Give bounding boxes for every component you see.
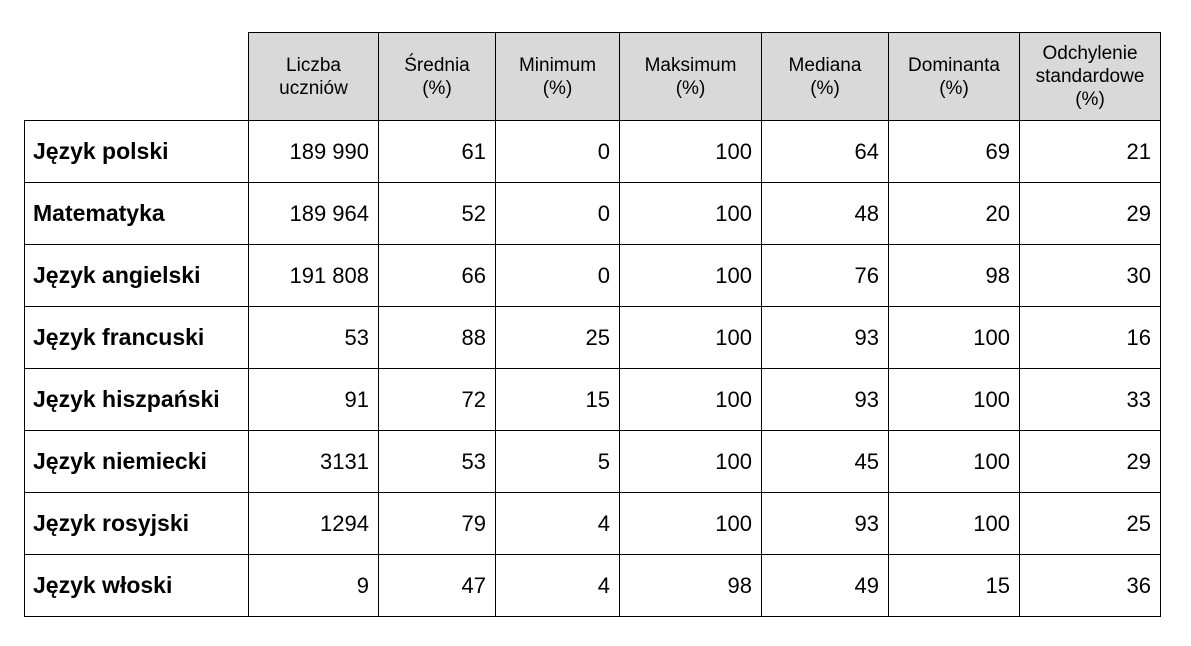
table-cell: 33 bbox=[1020, 369, 1161, 431]
table-cell: 15 bbox=[889, 555, 1020, 617]
header-text: Średnia bbox=[404, 54, 470, 76]
header-maksimum bbox=[620, 33, 762, 121]
table-cell: 100 bbox=[620, 369, 762, 431]
table-cell: 98 bbox=[889, 245, 1020, 307]
table-cell: 3131 bbox=[249, 431, 379, 493]
table-cell: 29 bbox=[1020, 183, 1161, 245]
header-text: Minimum bbox=[518, 54, 597, 76]
table-cell: 53 bbox=[249, 307, 379, 369]
table-row bbox=[25, 307, 1161, 369]
row-label: Język polski bbox=[25, 121, 249, 183]
table-cell: 189 964 bbox=[249, 183, 379, 245]
results-table bbox=[24, 32, 1161, 617]
table-cell: 53 bbox=[379, 431, 496, 493]
row-label: Język francuski bbox=[25, 307, 249, 369]
table-cell: 0 bbox=[496, 183, 620, 245]
table-cell: 88 bbox=[379, 307, 496, 369]
table-row bbox=[25, 183, 1161, 245]
table-cell: 93 bbox=[762, 307, 889, 369]
table-cell: 52 bbox=[379, 183, 496, 245]
table-row bbox=[25, 245, 1161, 307]
table-cell: 16 bbox=[1020, 307, 1161, 369]
row-label: Język hiszpański bbox=[25, 369, 249, 431]
header-mediana bbox=[762, 33, 889, 121]
header-text: standardowe bbox=[1035, 66, 1145, 87]
table-row bbox=[25, 121, 1161, 183]
header-liczba-uczniow bbox=[249, 33, 379, 121]
header-minimum bbox=[496, 33, 620, 121]
header-text: Odchylenie bbox=[1042, 43, 1138, 64]
header-row bbox=[25, 33, 1161, 121]
table-cell: 72 bbox=[379, 369, 496, 431]
header-odchylenie-standardowe bbox=[1020, 33, 1161, 121]
table-cell: 91 bbox=[249, 369, 379, 431]
table-cell: 48 bbox=[762, 183, 889, 245]
header-text: (%) bbox=[810, 77, 840, 99]
table-cell: 4 bbox=[496, 555, 620, 617]
header-text: Dominanta bbox=[908, 54, 1000, 76]
table-cell: 100 bbox=[620, 493, 762, 555]
table-cell: 100 bbox=[889, 369, 1020, 431]
table-cell: 0 bbox=[496, 245, 620, 307]
table-cell: 100 bbox=[620, 245, 762, 307]
table-cell: 61 bbox=[379, 121, 496, 183]
table-cell: 25 bbox=[1020, 493, 1161, 555]
table-cell: 98 bbox=[620, 555, 762, 617]
table-cell: 100 bbox=[889, 431, 1020, 493]
table-cell: 47 bbox=[379, 555, 496, 617]
table-cell: 93 bbox=[762, 493, 889, 555]
header-text: Maksimum bbox=[644, 54, 737, 76]
table-cell: 36 bbox=[1020, 555, 1161, 617]
table-cell: 189 990 bbox=[249, 121, 379, 183]
header-dominanta bbox=[889, 33, 1020, 121]
table-cell: 29 bbox=[1020, 431, 1161, 493]
table-cell: 66 bbox=[379, 245, 496, 307]
table-cell: 0 bbox=[496, 121, 620, 183]
table-cell: 15 bbox=[496, 369, 620, 431]
header-text: (%) bbox=[1075, 89, 1105, 110]
table-cell: 9 bbox=[249, 555, 379, 617]
table-cell: 93 bbox=[762, 369, 889, 431]
table-cell: 45 bbox=[762, 431, 889, 493]
table-cell: 49 bbox=[762, 555, 889, 617]
table-cell: 100 bbox=[889, 307, 1020, 369]
row-label: Język włoski bbox=[25, 555, 249, 617]
row-label: Język niemiecki bbox=[25, 431, 249, 493]
header-text: (%) bbox=[939, 77, 969, 99]
table-cell: 4 bbox=[496, 493, 620, 555]
table-cell: 30 bbox=[1020, 245, 1161, 307]
table-row bbox=[25, 493, 1161, 555]
header-text: (%) bbox=[675, 77, 706, 99]
table-cell: 79 bbox=[379, 493, 496, 555]
table-cell: 100 bbox=[620, 183, 762, 245]
table-cell: 191 808 bbox=[249, 245, 379, 307]
table-row bbox=[25, 431, 1161, 493]
table-cell: 21 bbox=[1020, 121, 1161, 183]
table-row bbox=[25, 369, 1161, 431]
header-srednia bbox=[379, 33, 496, 121]
row-label: Matematyka bbox=[25, 183, 249, 245]
table-row bbox=[25, 555, 1161, 617]
table-cell: 100 bbox=[620, 431, 762, 493]
table-cell: 1294 bbox=[249, 493, 379, 555]
table-cell: 5 bbox=[496, 431, 620, 493]
row-label: Język rosyjski bbox=[25, 493, 249, 555]
table-cell: 76 bbox=[762, 245, 889, 307]
table-cell: 20 bbox=[889, 183, 1020, 245]
header-text: Mediana bbox=[788, 54, 862, 76]
corner-cell bbox=[25, 33, 249, 121]
table-cell: 25 bbox=[496, 307, 620, 369]
table-cell: 100 bbox=[620, 121, 762, 183]
table-cell: 100 bbox=[620, 307, 762, 369]
table-cell: 100 bbox=[889, 493, 1020, 555]
row-label: Język angielski bbox=[25, 245, 249, 307]
table-cell: 64 bbox=[762, 121, 889, 183]
header-text: Liczba bbox=[286, 54, 341, 76]
header-text: (%) bbox=[422, 77, 452, 99]
header-text: uczniów bbox=[279, 77, 348, 99]
table-cell: 69 bbox=[889, 121, 1020, 183]
header-text: (%) bbox=[542, 77, 573, 99]
